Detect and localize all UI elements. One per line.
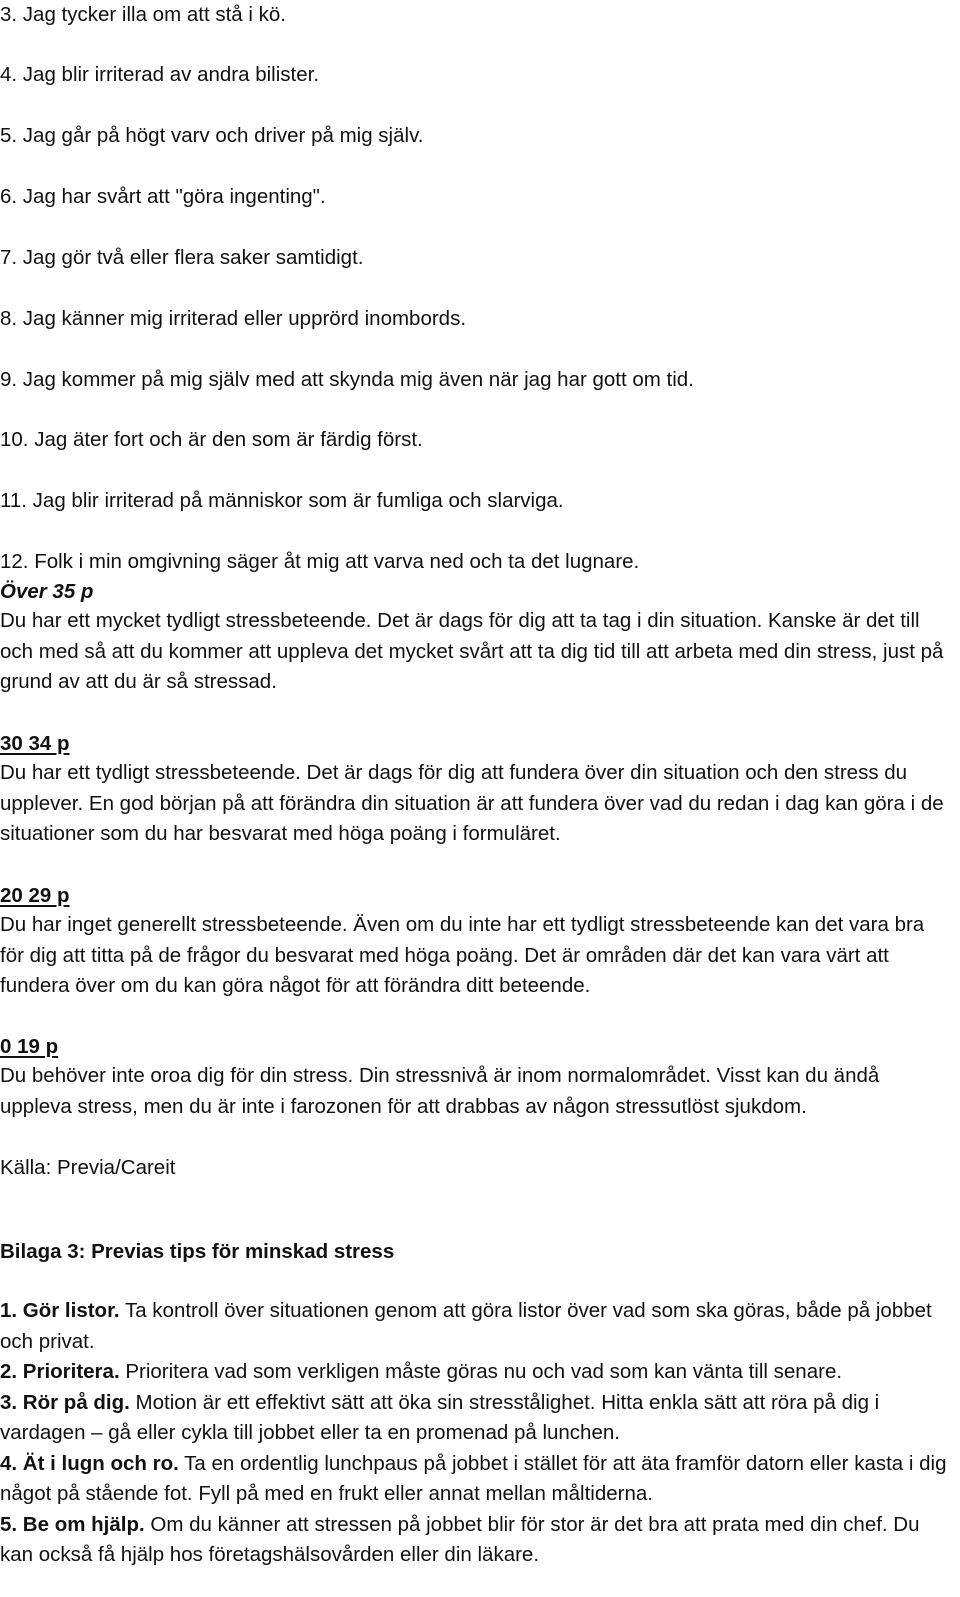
- question-item: 3. Jag tycker illa om att stå i kö.: [0, 3, 286, 26]
- tip-label: 4. Ät i lugn och ro.: [0, 1451, 179, 1475]
- tip-label: 1. Gör listor.: [0, 1299, 120, 1322]
- question-item: 8. Jag känner mig irriterad eller upprörd inombords.: [0, 307, 467, 330]
- question-item: 7. Jag gör två eller flera saker samtidigt.: [0, 246, 364, 269]
- tip-item: [0, 1510, 950, 1571]
- result-text: Du har inget generellt stressbeteende. Även om du inte har ett tydligt stressbeteende kan det vara bra för dig att titta på de frågor du besvarat med höga poäng. Det är områden där det kan vara värt att fundera över om du kan göra något för att förändra ditt beteende.: [0, 913, 925, 997]
- result-text: Du har ett tydligt stressbeteende. Det är dags för dig att fundera över din situation och den stress du upplever. En god början på att förändra din situation är att fundera över vad du redan i dag kan göra i de situationer som du har besvarat med höga poäng i formuläret.: [0, 761, 944, 845]
- tip-label: 3. Rör på dig.: [0, 1390, 130, 1414]
- question-item: 5. Jag går på högt varv och driver på mig själv.: [0, 124, 424, 147]
- tip-text: Motion är ett effektivt sätt att öka sin stresstålighet. Hitta enkla sätt att röra på dig i vardagen – gå eller cykla till jobbet eller ta en promenad på lunchen.: [0, 1390, 880, 1444]
- tip-label: 5. Be om hjälp.: [0, 1512, 145, 1536]
- appendix-title: Bilaga 3: Previas tips för minskad stress: [0, 1240, 395, 1263]
- question-item: 9. Jag kommer på mig själv med att skynda mig även när jag har gott om tid.: [0, 368, 694, 391]
- result-heading: Över 35 p: [0, 580, 94, 603]
- tip-text: Prioritera vad som verkligen måste göras nu och vad som kan vänta till senare.: [119, 1360, 843, 1383]
- tip-item: [0, 1296, 950, 1357]
- result-heading: 20 29 p: [0, 884, 70, 907]
- question-item: 6. Jag har svårt att "göra ingenting".: [0, 185, 326, 208]
- question-item: 11. Jag blir irriterad på människor som är fumliga och slarviga.: [0, 489, 564, 512]
- tip-text: Om du känner att stressen på jobbet blir för stor är det bra att prata med din chef. Du kan också få hjälp hos företagshälsovården eller din läkare.: [0, 1512, 920, 1566]
- question-item: 4. Jag blir irriterad av andra bilister.: [0, 63, 320, 86]
- tip-item: [0, 1357, 950, 1388]
- result-text: Du har ett mycket tydligt stressbeteende. Det är dags för dig att ta tag i din situation. Kanske är det till och med så att du kommer att uppleva det mycket svårt att ta dig tid till att arbeta med din stress, just på grund av att du är så stressad.: [0, 609, 944, 693]
- result-heading: 30 34 p: [0, 732, 70, 755]
- tip-text: Ta kontroll över situationen genom att göra listor över vad som ska göras, både på jobbet och privat.: [0, 1299, 932, 1353]
- tips-list: [0, 1296, 950, 1571]
- question-item: 10. Jag äter fort och är den som är färdig först.: [0, 428, 423, 451]
- tip-item: [0, 1388, 950, 1449]
- tip-label: 2. Prioritera.: [0, 1360, 120, 1383]
- tip-item: [0, 1449, 950, 1510]
- tip-text: Ta en ordentlig lunchpaus på jobbet i stället för att äta framför datorn eller kasta i dig något på stående fot. Fyll på med en frukt eller annat mellan måltiderna.: [0, 1451, 947, 1505]
- result-heading: 0 19 p: [0, 1035, 59, 1058]
- source-note: Källa: Previa/Careit: [0, 1156, 176, 1179]
- question-item: 12. Folk i min omgivning säger åt mig att varva ned och ta det lugnare.: [0, 550, 640, 573]
- result-text: Du behöver inte oroa dig för din stress. Din stressnivå är inom normalområdet. Visst kan du ändå uppleva stress, men du är inte i farozonen för att drabbas av någon stressutlöst sjukdom.: [0, 1064, 880, 1118]
